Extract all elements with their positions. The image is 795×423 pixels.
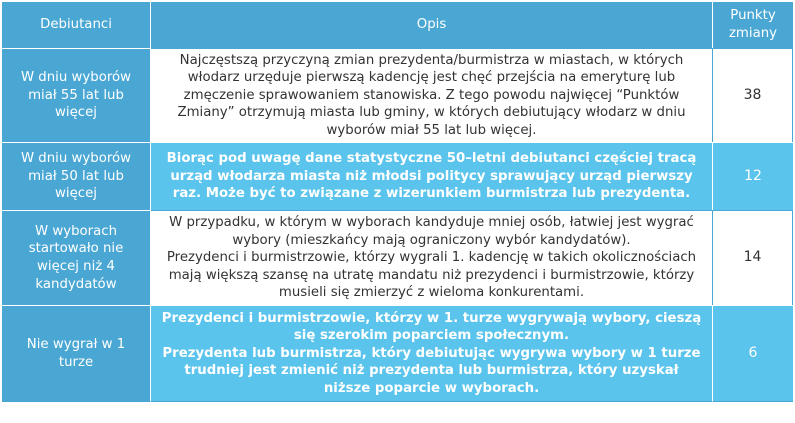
table-row [2,210,793,305]
row-label: Nie wygrał w 1 turze [2,305,151,402]
description-paragraph: Prezydenta lub burmistrza, który debiutując wygrywa wybory w 1 turze trudniej jest zmienić niż prezydenta lub burmistrza, który uzyskał niższe poparcie w wyborach. [162,345,701,396]
description-paragraph: Biorąc pod uwagę dane statystyczne 50–letni debiutanci częściej tracą urząd włodarza miasta niż młodsi politycy sprawujący urząd pierwszy raz. Może być to związane z wizerunkiem burmistrza lub prezydenta. [166,151,697,202]
header-opis: Opis [151,2,713,48]
row-description [151,142,713,210]
row-label: W dniu wyborów miał 50 lat lub więcej [2,142,151,210]
row-points: 6 [713,305,793,402]
header-punkty-zmiany: Punkty zmiany [713,2,793,48]
description-paragraph: Prezydenci i burmistrzowie, którzy wygrali 1. kadencję w takich okolicznościach mają większą szansę na utratę mandatu niż prezydenci i burmistrzowie, którzy musieli się zmierzyć z wieloma konkurentami. [166,250,697,301]
row-description [151,210,713,305]
header-debiutanci: Debiutanci [2,2,151,48]
row-label: W dniu wyborów miał 55 lat lub więcej [2,48,151,142]
row-points: 14 [713,210,793,305]
change-points-table [2,2,793,402]
row-description [151,48,713,142]
row-label: W wyborach startowało nie więcej niż 4 kandydatów [2,210,151,305]
row-points: 38 [713,48,793,142]
table-row [2,305,793,402]
description-paragraph: W przypadku, w którym w wyborach kandyduje mniej osób, łatwiej jest wygrać wybory (mieszkańcy mają ograniczony wybór kandydatów). [169,215,694,248]
row-description [151,305,713,402]
description-paragraph: Prezydenci i burmistrzowie, którzy w 1. turze wygrywają wybory, cieszą się szerokim poparciem społecznym. [161,310,702,344]
header-row [2,2,793,48]
row-points: 12 [713,142,793,210]
table-row [2,48,793,142]
description-paragraph: Najczęstszą przyczyną zmian prezydenta/burmistrza w miastach, w których włodarz urzęduje pierwszą kadencję jest chęć przejścia na emeryturę lub zmęczenie sprawowaniem stanowiska. Z tego powodu najwięcej “Punktów Zmiany” otrzymują miasta lub gminy, w których debiutujący włodarz w dniu wyborów miał 55 lat lub więcej. [177,52,686,138]
table-row [2,142,793,210]
